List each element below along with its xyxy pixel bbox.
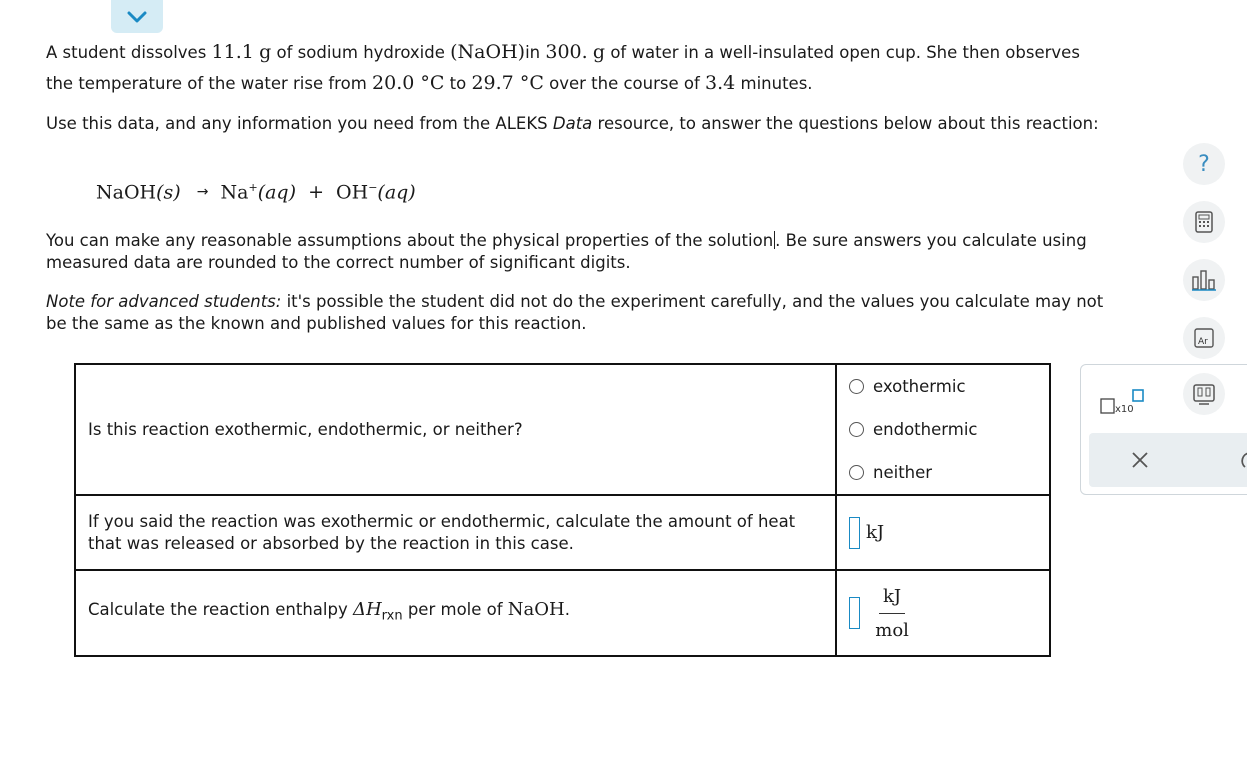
question-2-answer <box>836 495 1050 570</box>
mass-naoh: 11.1 <box>211 41 254 63</box>
question-icon: ? <box>1198 151 1210 177</box>
data-resource-link: Data <box>552 114 593 133</box>
enthalpy-input[interactable] <box>849 597 860 629</box>
bar-chart-icon <box>1191 269 1217 291</box>
question-table <box>74 363 1051 657</box>
mass-water: 300. <box>545 41 588 63</box>
question-3-text: Calculate the reaction enthalpy $\Delta H_{rxn}$ per mole of NaOH. <box>75 570 836 656</box>
temp-initial: 20.0 °C <box>372 72 445 94</box>
reaction-equation: NaOH(s) → Na+(aq) + OH−(aq) <box>96 181 416 204</box>
radio-button[interactable] <box>849 465 864 480</box>
assumptions-paragraph: You can make any reasonable assumptions about the physical properties of the solution . Be sure answers you calculate using measured data are rounded to the correct number of significant digits. <box>46 231 1087 272</box>
svg-text:x10: x10 <box>1115 404 1134 415</box>
calculator-button[interactable] <box>1183 201 1225 243</box>
x10-icon <box>1097 387 1147 417</box>
temp-final: 29.7 °C <box>471 72 544 94</box>
use-data-paragraph: Use this data, and any information you need from the ALEKS Data resource, to answer the questions below about this reaction: <box>46 114 1099 133</box>
collapse-button[interactable] <box>111 0 163 33</box>
undo-icon <box>1237 449 1247 471</box>
close-icon <box>1131 451 1149 469</box>
heat-input[interactable] <box>849 517 860 549</box>
calculator-icon <box>1195 211 1213 233</box>
reaction-arrow: → <box>196 184 209 201</box>
periodic-table-button[interactable] <box>1183 317 1225 359</box>
naoh-formula: (NaOH) <box>450 41 526 63</box>
question-3-answer <box>836 570 1050 656</box>
option-endothermic[interactable]: endothermic <box>849 408 1037 451</box>
option-neither[interactable]: neither <box>849 451 1037 494</box>
book-icon <box>1193 383 1215 405</box>
question-1-text: Is this reaction exothermic, endothermic, or neither? <box>75 364 836 495</box>
option-exothermic[interactable]: exothermic <box>849 365 1037 408</box>
enthalpy-unit: $\frac{kJ}{\text{mol}}$ <box>875 585 909 641</box>
periodic-table-icon <box>1194 328 1214 348</box>
scientific-notation-button[interactable] <box>1097 387 1147 417</box>
heat-unit: kJ <box>866 522 885 543</box>
radio-button[interactable] <box>849 422 864 437</box>
chart-button[interactable] <box>1183 259 1225 301</box>
clear-button[interactable] <box>1089 433 1247 487</box>
reference-button[interactable] <box>1183 373 1225 415</box>
intro-paragraph: A student dissolves 11.1 g of sodium hydroxide (NaOH)in 300. g of water in a well-insulated open cup. She then observes the temperature of the water rise from 20.0 °C to 29.7 °C over the course of 3.4 minutes. <box>46 41 1080 94</box>
question-2-text: If you said the reaction was exothermic or endothermic, calculate the amount of heat that was released or absorbed by the reaction in this case. <box>75 495 836 570</box>
help-button[interactable] <box>1183 143 1225 185</box>
duration: 3.4 <box>705 72 736 94</box>
svg-text:Ar: Ar <box>1198 337 1208 347</box>
note-paragraph: Note for advanced students: it's possible the student did not do the experiment carefully, and the values you calculate may not be the same as the known and published values for this reaction. <box>46 292 1104 333</box>
radio-button[interactable] <box>849 379 864 394</box>
chevron-down-icon <box>126 10 148 24</box>
question-1-answer <box>836 364 1050 495</box>
